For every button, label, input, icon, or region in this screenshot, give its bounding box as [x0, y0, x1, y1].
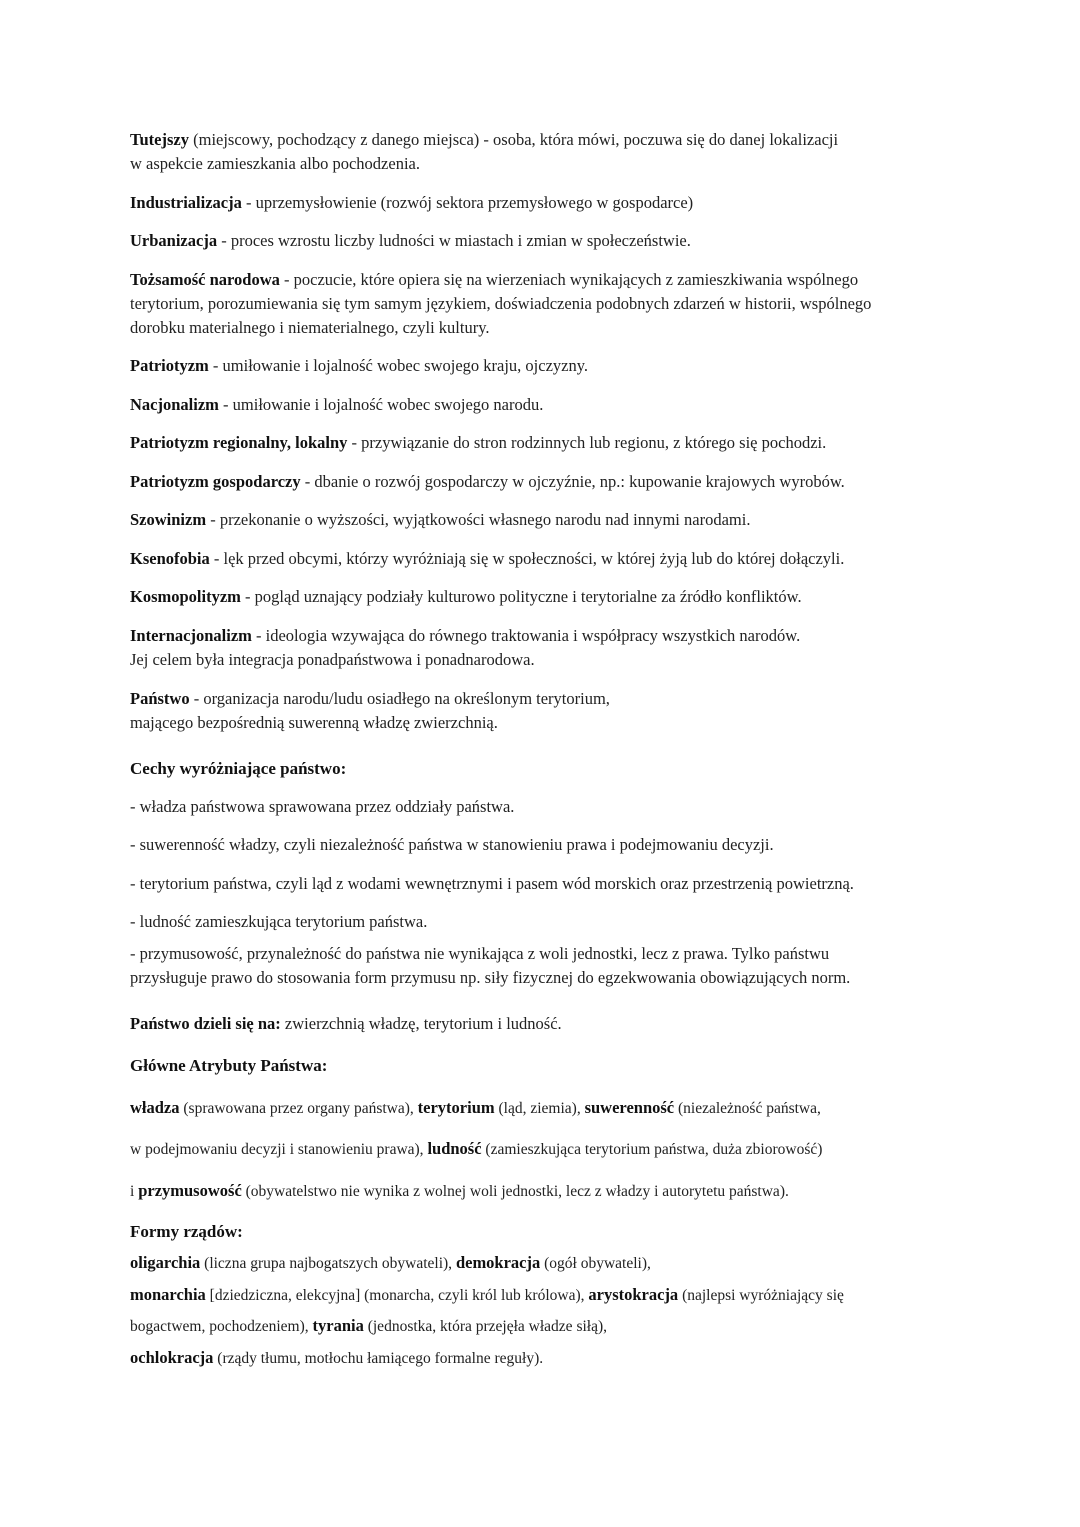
term: Internacjonalizm	[130, 626, 252, 645]
definition-text: - poczucie, które opiera się na wierzeniach wynikających z zamieszkiwania wspólnego	[279, 270, 859, 289]
term: Tożsamość narodowa	[130, 270, 280, 289]
term: Państwo	[130, 689, 190, 708]
attributes-line-1	[130, 1096, 960, 1121]
definition-patriotyzm	[130, 354, 960, 378]
forms-line-4	[130, 1346, 960, 1371]
definition-text: - przywiązanie do stron rodzinnych lub regionu, z którego się pochodzi.	[347, 433, 827, 452]
definition-text: dorobku materialnego i niematerialnego, czyli kultury.	[130, 318, 490, 337]
attributes-line-3	[130, 1179, 960, 1204]
definition-internacjonalizm	[130, 624, 960, 672]
attribute-term: ludność	[427, 1139, 482, 1158]
definition-text: - pogląd uznający podziały kulturowo polityczne i terytorialne za źródło konfliktów.	[240, 587, 802, 606]
definition-text: mającego bezpośrednią suwerenną władzę zwierzchnią.	[130, 713, 498, 732]
forms-heading: Formy rządów:	[130, 1222, 243, 1241]
feature-item: - terytorium państwa, czyli ląd z wodami wewnętrznymi i pasem wód morskich oraz przestrzenią powietrzną.	[130, 874, 854, 893]
feature-item: - suwerenność władzy, czyli niezależność państwa w stanowieniu prawa i podejmowaniu decyzji.	[130, 835, 774, 854]
definition-text: - umiłowanie i lojalność wobec swojego kraju, ojczyzny.	[208, 356, 589, 375]
definition-text: - lęk przed obcymi, którzy wyróżniają się w społeczności, w której żyją lub do której dołączyli.	[209, 549, 845, 568]
forms-line-1	[130, 1251, 960, 1276]
form-desc: (jednostka, która przejęła władze siłą),	[363, 1318, 607, 1335]
form-term: demokracja	[455, 1253, 541, 1272]
definition-text: w aspekcie zamieszkania albo pochodzenia.	[130, 154, 420, 173]
feature-item	[130, 942, 960, 990]
term: Ksenofobia	[130, 549, 210, 568]
form-desc: (rządy tłumu, motłochu łamiącego formalne reguły).	[213, 1350, 544, 1367]
definition-tozsamosc-narodowa	[130, 268, 960, 340]
term: Kosmopolityzm	[130, 587, 241, 606]
form-term: tyrania	[312, 1316, 364, 1335]
definition-kosmopolityzm	[130, 585, 960, 609]
definition-tutejszy	[130, 128, 960, 176]
definition-ksenofobia	[130, 547, 960, 571]
definition-text: - przekonanie o wyższości, wyjątkowości własnego narodu nad innymi narodami.	[206, 510, 751, 529]
attribute-term: przymusowość	[138, 1181, 242, 1200]
attribute-desc: (obywatelstwo nie wynika z wolnej woli jednostki, lecz z władzy i autorytetu państwa).	[241, 1183, 789, 1200]
term: Patriotyzm gospodarczy	[130, 472, 301, 491]
term: Patriotyzm regionalny, lokalny	[130, 433, 348, 452]
definition-industrializacja	[130, 191, 960, 215]
definition-patriotyzm-gospodarczy	[130, 470, 960, 494]
definition-text: Jej celem była integracja ponadpaństwowa i ponadnarodowa.	[130, 650, 535, 669]
forms-line-3	[130, 1314, 960, 1339]
definition-text: - organizacja narodu/ludu osiadłego na określonym terytorium,	[189, 689, 610, 708]
attribute-desc: w podejmowaniu decyzji i stanowieniu prawa),	[130, 1141, 428, 1158]
definition-text: - uprzemysłowienie (rozwój sektora przemysłowego w gospodarce)	[241, 193, 694, 212]
form-term: oligarchia	[130, 1253, 201, 1272]
attribute-desc: (niezależność państwa,	[674, 1100, 821, 1117]
definition-text: - dbanie o rozwój gospodarczy w ojczyźnie, np.: kupowanie krajowych wyrobów.	[300, 472, 845, 491]
feature-line: - przymusowość, przynależność do państwa nie wynikająca z woli jednostki, lecz z prawa. Tylko państwu	[130, 944, 830, 963]
form-desc: [dziedziczna, elekcyjna] (monarcha, czyli król lub królowa),	[205, 1287, 589, 1304]
definition-text: (miejscowy, pochodzący z danego miejsca) - osoba, która mówi, poczuwa się do danej lokalizacji	[188, 130, 839, 149]
attribute-desc: (ląd, ziemia),	[494, 1100, 585, 1117]
term: Nacjonalizm	[130, 395, 219, 414]
term: Patriotyzm	[130, 356, 209, 375]
term: Industrializacja	[130, 193, 242, 212]
definition-patriotyzm-regionalny	[130, 431, 960, 455]
form-term: arystokracja	[588, 1285, 679, 1304]
attribute-desc: (sprawowana przez organy państwa),	[179, 1100, 418, 1117]
definition-text: - umiłowanie i lojalność wobec swojego narodu.	[218, 395, 544, 414]
definition-text: - ideologia wzywająca do równego traktowania i współpracy wszystkich narodów.	[251, 626, 801, 645]
attribute-term: terytorium	[417, 1098, 495, 1117]
term: Tutejszy	[130, 130, 189, 149]
definition-text: - proces wzrostu liczby ludności w miastach i zmian w społeczeństwie.	[217, 231, 691, 250]
form-term: ochlokracja	[130, 1348, 214, 1367]
division-label: Państwo dzieli się na:	[130, 1014, 281, 1033]
attributes-heading: Główne Atrybuty Państwa:	[130, 1056, 328, 1075]
forms-line-2	[130, 1283, 960, 1308]
definition-panstwo	[130, 687, 960, 735]
form-desc: (liczna grupa najbogatszych obywateli),	[200, 1255, 456, 1272]
form-term: monarchia	[130, 1285, 206, 1304]
definition-urbanizacja	[130, 229, 960, 253]
term: Szowinizm	[130, 510, 207, 529]
form-desc: bogactwem, pochodzeniem),	[130, 1318, 313, 1335]
term: Urbanizacja	[130, 231, 218, 250]
feature-item: - władza państwowa sprawowana przez oddziały państwa.	[130, 797, 515, 816]
division-line	[130, 1012, 960, 1036]
feature-item: - ludność zamieszkująca terytorium państwa.	[130, 912, 428, 931]
form-desc: (ogół obywateli),	[540, 1255, 651, 1272]
attribute-desc: i	[130, 1183, 139, 1200]
attributes-line-2	[130, 1137, 960, 1162]
feature-line: przysługuje prawo do stosowania form przymusu np. siły fizycznej do egzekwowania obowiązujących norm.	[130, 968, 851, 987]
attribute-term: władza	[130, 1098, 180, 1117]
definition-text: terytorium, porozumiewania się tym samym językiem, doświadczenia podobnych zdarzeń w historii, wspólnego	[130, 294, 872, 313]
form-desc: (najlepsi wyróżniający się	[678, 1287, 844, 1304]
definition-szowinizm	[130, 508, 960, 532]
attribute-term: suwerenność	[584, 1098, 675, 1117]
features-heading: Cechy wyróżniające państwo:	[130, 759, 347, 778]
division-text: zwierzchnią władzę, terytorium i ludność.	[280, 1014, 562, 1033]
attribute-desc: (zamieszkująca terytorium państwa, duża zbiorowość)	[481, 1141, 823, 1158]
definition-nacjonalizm	[130, 393, 960, 417]
